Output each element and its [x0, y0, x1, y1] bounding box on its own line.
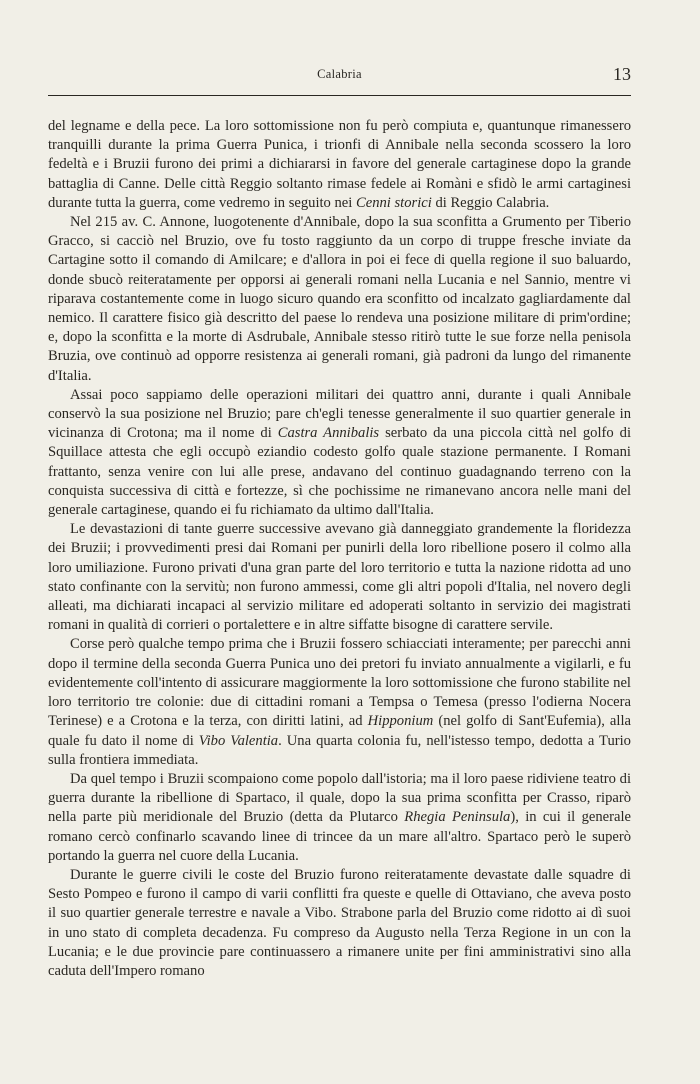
body-text [48, 117, 631, 981]
text-run: Da quel tempo i Bruzii scompaiono come popolo dall'istoria; ma il loro paese ridiviene teatro di guerra durante la ribellione di Spartaco, il quale, dopo la sua prima sconfitta per Crasso, riparò nella parte più meridionale del Bruzio (detta da Plutarco [48, 770, 631, 826]
text-run: di Reggio Calabria. [431, 194, 550, 211]
italic-term: Cenni storici [355, 194, 432, 211]
text-run: Corse però qualche tempo prima che i Bruzii fossero schiacciati interamente; per parecchi anni dopo il termine della seconda Guerra Punica uno dei pretori fu inviato annualmente a vigilarli, e fu evidentemente coll'intento di assicurare maggiormente la loro sottomissione che furono stabilite nel loro territorio tre colonie: due di cittadini romani a Tempsa o Temesa (presso l'odierna Nocera Terinese) e a Crotona e la terza, con diritti latini, ad [48, 636, 631, 730]
paragraph [48, 386, 631, 520]
paragraph [48, 520, 631, 635]
text-run: ), in cui il generale romano cercò confinarlo scavando linee di trincee da un mare all'altro. Spartaco però le superò portando la guerra nel cuore della Lucania. [48, 809, 632, 864]
paragraph [48, 117, 631, 213]
header-rule [48, 95, 631, 96]
italic-term: Vibo Valentia [198, 732, 279, 749]
page-number: 13 [613, 64, 631, 84]
italic-term: Castra Annibalis [277, 425, 380, 442]
italic-term: Hipponium [367, 713, 434, 730]
text-run: del legname e della pece. La loro sottomissione non fu però compiuta e, quantunque rimanessero tranquilli durante la prima Guerra Punica, i trionfi di Annibale nella seconda scossero la loro fedeltà e i Bruzii furono dei primi a dichiararsi in favore del generale cartaginese dopo la grande battaglia di Canne. Delle città Reggio soltanto rimase fedele ai Romàni e sfidò le armi cartaginesi durante tutta la guerra, come vedremo in seguito nei [48, 118, 631, 211]
text-run: Nel 215 av. C. Annone, luogotenente d'Annibale, dopo la sua sconfitta a Grumento per Tiberio Gracco, si cacciò nel Bruzio, ove fu tosto raggiunto da un corpo di truppe fresche inviate da Cartagine sotto il comando di Amilcare; e d'allora in poi ei fece di quella regione il suo baluardo, donde sbucò reiteratamente per opporsi ai generali romani nella Lucania e nel Sannio, mentre vi riparava costantemente come in luogo sicuro quando era sconfitto od incalzato gagliardamente dal nemico. Il carattere fisico già descritto del paese lo rendeva una posizione militare di prim'ordine; e, dopo la sconfitta e la morte di Asdrubale, Annibale stesso ritirò tutte le sue forze nella penisola Bruzia, ove continuò ad opporre resistenza ai generali romani, già padroni da lungo del rimanente d'Italia. [48, 214, 631, 384]
paragraph [48, 213, 631, 386]
text-run: (nel golfo di Sant'Eufemia), alla quale fu dato il nome di [48, 713, 631, 749]
italic-term: Rhegia Peninsula [404, 809, 511, 826]
paragraph [48, 635, 631, 769]
paragraph [48, 770, 631, 866]
text-run: Le devastazioni di tante guerre successive avevano già danneggiato grandemente la floridezza dei Bruzii; i provvedimenti presi dai Romani per punirli della loro ribellione posero il colmo alla loro umiliazione. Furono privati d'una gran parte del loro territorio e tutta la nazione ridotta ad uno stato confinante con la servitù; non furono ammessi, come gli altri popoli d'Italia, nel novero degli alleati, ma dichiarati incapaci al servizio militare ed adoperati soltanto in servizio dei magistrati romani in qualità di corrieri o portalettere e in altre siffatte bisogne di carattere servile. [48, 521, 631, 634]
text-run: Assai poco sappiamo delle operazioni militari dei quattro anni, durante i quali Annibale conservò la sua posizione nel Bruzio; pare ch'egli tenesse generalmente il suo quartier generale in vicinanza di Crotona; ma il nome di [48, 386, 631, 442]
text-run: serbato da una piccola città nel golfo di Squillace attesta che egli occupò eziandio codesto golfo quale stazione permanente. I Romani frattanto, senza venire con lui alle prese, andavano del continuo guadagnando terreno con la conquista successiva di città e fortezze, sì che pochissime ne rimanevano ancora nelle mani del generale cartaginese, quando ei fu richiamato da ultimo dall'Italia. [48, 425, 631, 519]
paragraph [48, 866, 631, 981]
text-run: . Una quarta colonia fu, nell'istesso tempo, dedotta a Turio sulla frontiera immediata. [48, 732, 631, 768]
running-title: Calabria [317, 67, 362, 81]
text-run: Durante le guerre civili le coste del Bruzio furono reiteratamente devastate dalle squadre di Sesto Pompeo e furono il campo di varii conflitti fra queste e quelle di Ottaviano, che aveva posto il suo quartier generale terrestre e navale a Vibo. Strabone parla del Bruzio come ridotto ai dì suoi in uno stato di completa decadenza. Fu compreso da Augusto nella Terza Regione in un con la Lucania; e le due provincie pare continuassero a rimanere unite per fini amministrativi sino alla caduta dell'Impero romano [48, 866, 631, 979]
running-head [48, 64, 631, 86]
